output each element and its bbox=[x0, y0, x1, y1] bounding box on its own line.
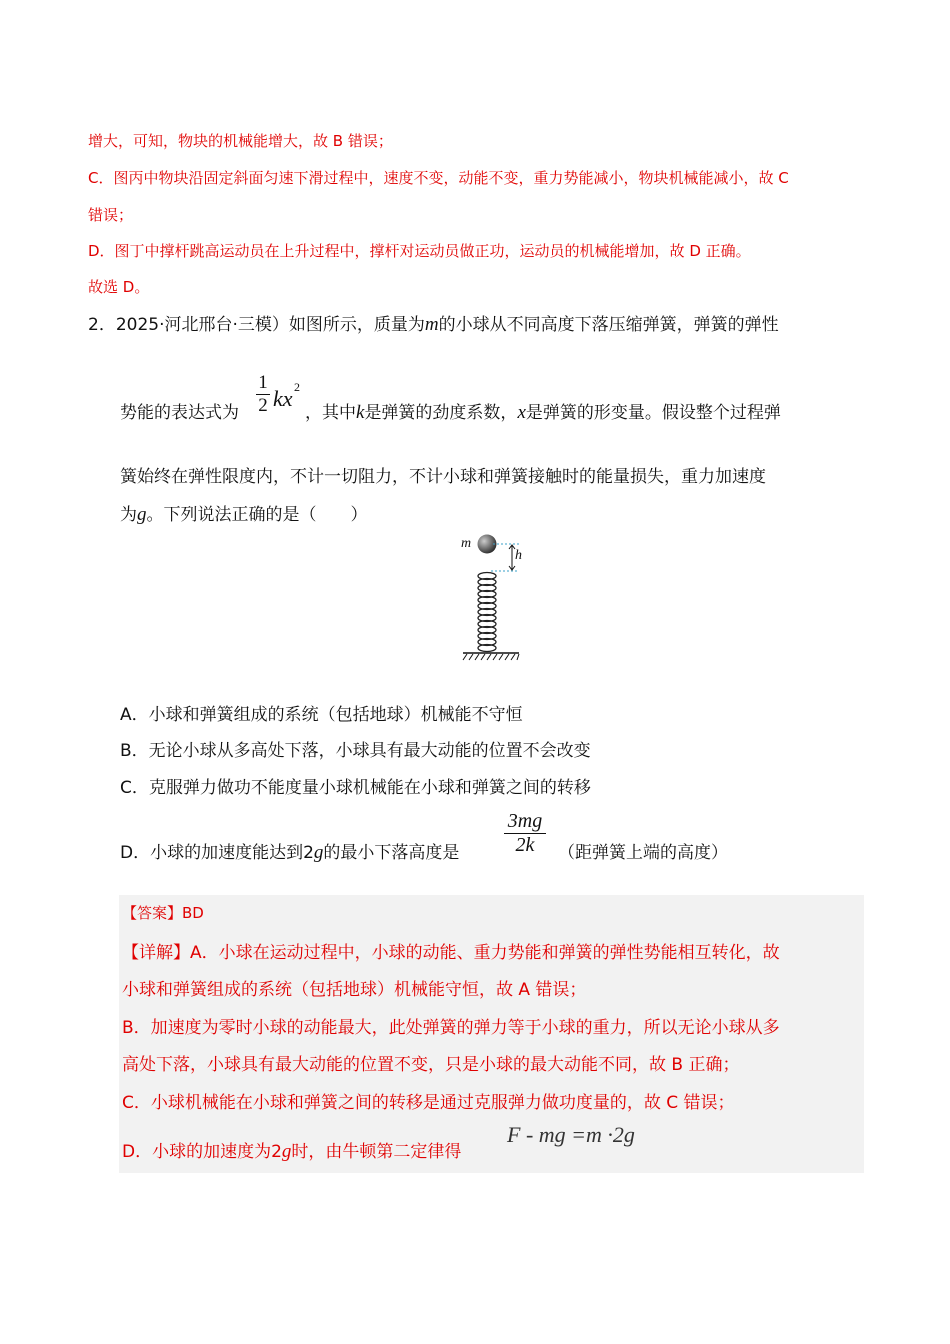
detail-label: 【详解】 bbox=[122, 943, 190, 963]
prev-solution-line: 故选 D。 bbox=[88, 278, 150, 296]
answer-detail-a2: 小球和弹簧组成的系统（包括地球）机械能守恒，故 A 错误； bbox=[122, 980, 587, 1000]
var-m: m bbox=[424, 314, 439, 335]
question-line-2b bbox=[305, 398, 781, 424]
var-k: k bbox=[356, 402, 365, 423]
ground-hatch bbox=[463, 654, 519, 660]
option-b: B．无论小球从多高处下落，小球具有最大动能的位置不会改变 bbox=[120, 741, 591, 761]
label-h: h bbox=[515, 548, 522, 563]
question-text: 是弹簧的形变量。假设整个过程弹 bbox=[525, 403, 781, 423]
question-text: 是弹簧的劲度系数， bbox=[364, 403, 518, 423]
question-line-2a: 势能的表达式为 bbox=[120, 403, 239, 423]
question-source: 2025·河北邢台·三模） bbox=[115, 315, 289, 335]
fraction-numerator: 3mg bbox=[507, 810, 543, 832]
var-x: x bbox=[517, 402, 526, 423]
option-c: C．克服弹力做功不能度量小球机械能在小球和弹簧之间的转移 bbox=[120, 778, 591, 798]
option-d-2: 2 bbox=[303, 843, 314, 863]
prev-solution-line: D．图丁中撑杆跳高运动员在上升过程中，撑杆对运动员做正功，运动员的机械能增加，故 D 正确。 bbox=[88, 242, 751, 260]
prev-solution-line: C．图丙中物块沿固定斜面匀速下滑过程中，速度不变，动能不变，重力势能减小，物块机械能减小，故 C bbox=[88, 169, 789, 187]
question-line-4 bbox=[120, 500, 368, 526]
detail-2: 2 bbox=[271, 1142, 282, 1162]
detail-text: A．小球在运动过程中，小球的动能、重力势能和弹簧的弹性势能相互转化，故 bbox=[190, 943, 780, 963]
formula-half bbox=[256, 372, 270, 417]
question-line-1 bbox=[88, 310, 779, 336]
newton-formula: F - mg =m ·2g bbox=[507, 1122, 635, 1147]
spring-figure bbox=[455, 528, 535, 668]
option-a: A．小球和弹簧组成的系统（包括地球）机械能不守恒 bbox=[120, 705, 523, 725]
question-number: 2． bbox=[88, 315, 116, 335]
formula-denominator: 2 bbox=[258, 395, 268, 416]
question-text: 的小球从不同高度下落压缩弹簧，弹簧的弹性 bbox=[438, 315, 779, 335]
prev-solution-line: 增大，可知，物块的机械能增大，故 B 错误； bbox=[88, 132, 393, 150]
spring-coil bbox=[478, 573, 496, 652]
answer-detail-d bbox=[122, 1137, 461, 1163]
answer-detail-a1 bbox=[122, 938, 780, 963]
question-text: 。下列说法正确的是（ ） bbox=[146, 505, 368, 525]
option-d-suffix: （距弹簧上端的高度） bbox=[558, 843, 728, 863]
var-g: g bbox=[137, 504, 147, 525]
answer-detail-b2: 高处下落，小球具有最大动能的位置不变，只是小球的最大动能不同，故 B 正确； bbox=[122, 1055, 740, 1075]
var-g: g bbox=[313, 842, 324, 863]
answer-detail-c: C．小球机械能在小球和弹簧之间的转移是通过克服弹力做功度量的，故 C 错误； bbox=[122, 1093, 735, 1113]
detail-text: 时，由牛顿第二定律得 bbox=[291, 1142, 462, 1162]
label-m: m bbox=[461, 536, 472, 551]
answer-detail-b1: B．加速度为零时小球的动能最大，此处弹簧的弹力等于小球的重力，所以无论小球从多 bbox=[122, 1018, 780, 1038]
formula-kx: kx bbox=[273, 386, 293, 411]
question-text: 如图所示，质量为 bbox=[288, 315, 425, 335]
var-g: g bbox=[281, 1141, 292, 1162]
answer-label: 【答案】BD bbox=[122, 904, 204, 922]
detail-text: D．小球的加速度为 bbox=[122, 1142, 272, 1162]
formula-numerator: 1 bbox=[258, 372, 268, 393]
option-d-text: D．小球的加速度能达到 bbox=[120, 843, 304, 863]
option-d bbox=[120, 838, 459, 864]
fraction-denominator: 2k bbox=[515, 834, 535, 856]
option-d-text: 的最小下落高度是 bbox=[323, 843, 460, 863]
prev-solution-line: 错误； bbox=[88, 206, 134, 224]
option-d-fraction bbox=[504, 810, 546, 857]
formula-exponent: 2 bbox=[294, 380, 300, 394]
question-line-3: 簧始终在弹性限度内，不计一切阻力，不计小球和弹簧接触时的能量损失，重力加速度 bbox=[120, 467, 766, 487]
question-text: 为 bbox=[120, 505, 137, 525]
question-text: ，其中 bbox=[305, 403, 356, 423]
